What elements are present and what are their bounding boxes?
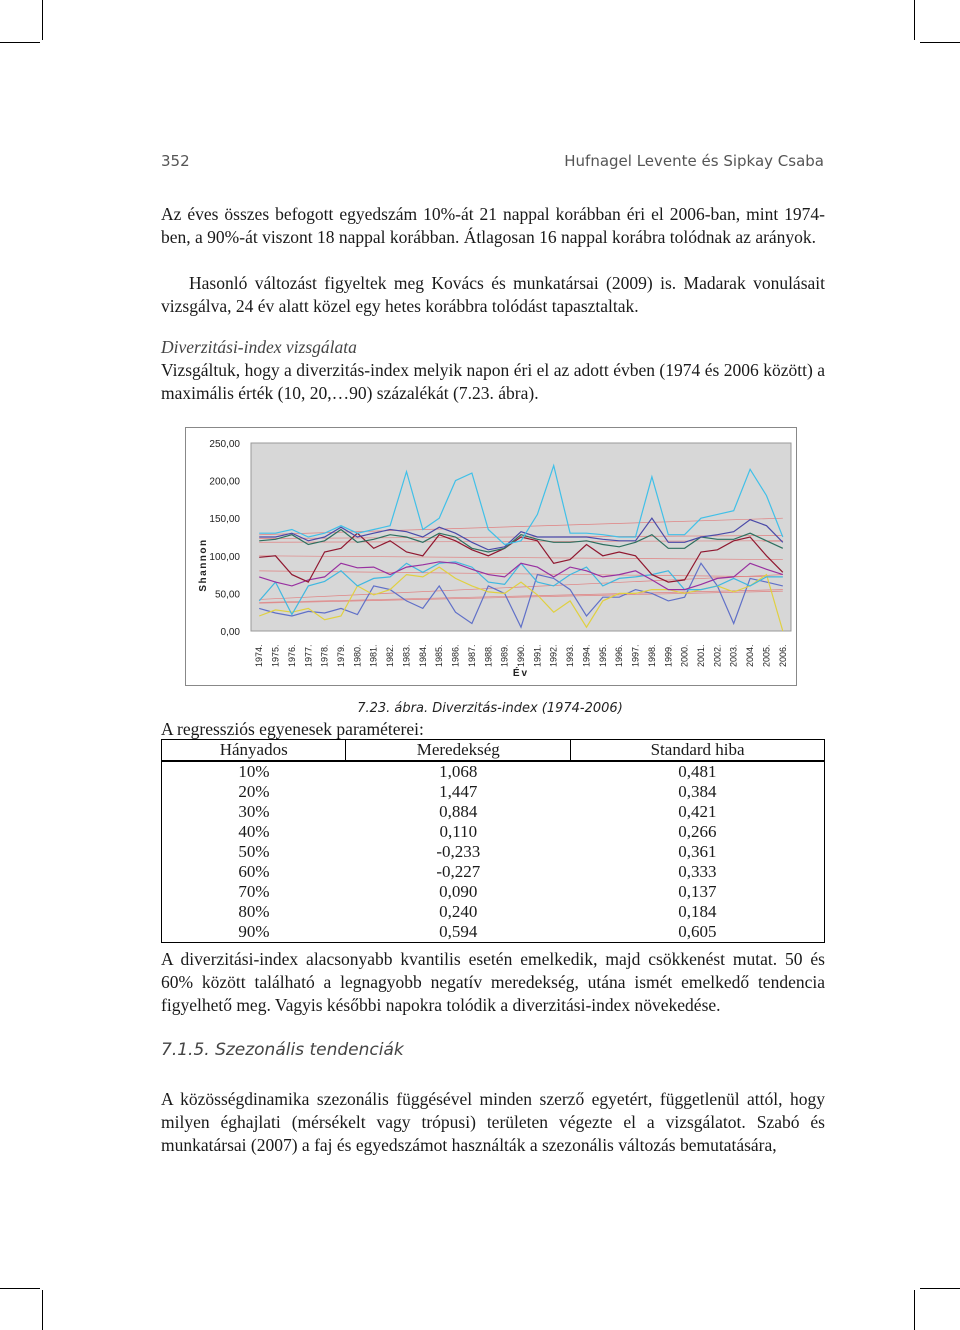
crop-mark <box>920 1288 960 1289</box>
x-tick-label: 1991. <box>532 644 543 667</box>
x-tick-label: 1998. <box>646 644 657 667</box>
paragraph-4: A diverzitási-index alacsonyabb kvantilis esetén emelkedik, majd csökkenést mutat. 50 és 60% között található a legnagyobb negatív meredekség, utána ismét emelkedő tendencia figyelhető meg. Vagyis későbbi napokra tolódik a diverzitási-index növekedése. <box>161 949 825 1015</box>
y-tick-label: 200,00 <box>209 476 240 488</box>
table-cell: 1,068 <box>439 762 478 781</box>
x-tick-label: 1993. <box>565 644 576 667</box>
y-tick-label: 250,00 <box>209 439 240 450</box>
x-tick-label: 2004. <box>745 644 756 667</box>
table-cell: 0,333 <box>571 862 825 882</box>
figure-caption: 7.23. ábra. Diverzitás-index (1974-2006) <box>357 701 623 716</box>
y-axis-label: Shannon <box>198 538 209 592</box>
table-cell: 60% <box>162 862 346 882</box>
table-row <box>162 922 825 943</box>
table-cell: 0,481 <box>571 761 825 782</box>
x-tick-label: 1976. <box>286 644 297 667</box>
x-tick-label: 1980. <box>352 644 363 667</box>
paragraph-2: Hasonló változást figyeltek meg Kovács és munkatársai (2009) is. Madarak vonulásait vizsgálva, 24 év alatt közel egy hetes korábbra tolódást tapasztaltak. <box>161 273 825 316</box>
table-cell: 0,266 <box>571 822 825 842</box>
x-tick-label: 1995. <box>597 644 608 667</box>
x-tick-label: 2003. <box>728 644 739 667</box>
x-tick-label: 1992. <box>548 644 559 667</box>
crop-mark <box>914 0 915 40</box>
running-header: Hufnagel Levente és Sipkay Csaba <box>564 152 824 170</box>
table-cell: 0,884 <box>439 802 478 821</box>
table-cell: 0,090 <box>439 882 478 901</box>
table-cell: 30% <box>162 802 346 822</box>
table-cell: 80% <box>162 902 346 922</box>
table-header-cell: Standard hiba <box>571 740 825 762</box>
page-number: 352 <box>161 152 190 170</box>
table-row <box>162 782 825 802</box>
table-cell: 0,137 <box>571 882 825 902</box>
x-tick-label: 1986. <box>450 644 461 667</box>
crop-mark <box>920 42 960 43</box>
table-cell: 20% <box>162 782 346 802</box>
x-tick-label: 1978. <box>319 644 330 667</box>
paragraph-3: Vizsgáltuk, hogy a diverzitás-index melyik napon éri el az adott évben (1974 és 2006 között) a maximális érték (10, 20,…90) százalékát (7.23. ábra). <box>161 360 825 403</box>
table-cell: 40% <box>162 822 346 842</box>
x-tick-label: 2002. <box>712 644 723 667</box>
table-cell: 0,184 <box>571 902 825 922</box>
x-tick-label: 1982. <box>385 644 396 667</box>
x-tick-label: 1994. <box>581 644 592 667</box>
table-header-cell: Meredekség <box>346 740 571 762</box>
y-tick-label: 50,00 <box>214 589 240 601</box>
table-cell: 1,447 <box>439 782 478 801</box>
x-tick-label: 1996. <box>614 644 625 667</box>
x-tick-label: 1983. <box>401 644 412 667</box>
y-tick-label: 100,00 <box>209 551 240 563</box>
crop-mark <box>0 42 40 43</box>
table-row <box>162 802 825 822</box>
crop-mark <box>42 0 43 40</box>
table-cell: 0,110 <box>439 822 478 841</box>
subsection-heading: Diverzitási-index vizsgálata <box>161 337 357 357</box>
diversity-index-chart <box>186 428 796 685</box>
table-cell: 0,361 <box>571 842 825 862</box>
table-row <box>162 842 825 862</box>
table-cell: 0,240 <box>439 902 478 921</box>
chart-frame <box>185 427 797 686</box>
x-axis-label: Év <box>512 668 530 679</box>
paragraph-5: A közösségdinamika szezonális függésével minden szerző egyetért, függetlenül attól, hogy milyen éghajlati (mérsékelt vagy trópusi) területen végezte el a vizsgálatot. Szabó és munkatársai (2007) a faj és egyedszámot használták a szezonális változás bemutatására, <box>161 1089 825 1155</box>
table-cell: 70% <box>162 882 346 902</box>
table-cell: 10% <box>162 761 346 782</box>
x-tick-label: 1999. <box>663 644 674 667</box>
paragraph-1: Az éves összes befogott egyedszám 10%-át 21 nappal korábban éri el 2006-ban, mint 1974-ben, a 90%-át viszont 18 nappal korábban. Átlagosan 16 nappal korábra tolódnak az arányok. <box>161 204 825 247</box>
table-row <box>162 761 825 782</box>
x-tick-label: 1981. <box>368 644 379 667</box>
y-tick-label: 0,00 <box>220 627 240 638</box>
table-cell: 0,594 <box>346 922 571 943</box>
x-tick-label: 1984. <box>417 644 428 667</box>
crop-mark <box>42 1290 43 1330</box>
x-tick-label: 1979. <box>336 644 346 667</box>
table-cell: 90% <box>162 922 346 943</box>
table-title: A regressziós egyenesek paraméterei: <box>161 719 424 739</box>
x-tick-label: 2001. <box>696 644 706 667</box>
x-tick-label: 2000. <box>679 644 690 667</box>
table-row <box>162 862 825 882</box>
crop-mark <box>914 1290 915 1330</box>
x-tick-label: 1989. <box>499 644 510 667</box>
table-cell: -0,227 <box>436 862 481 881</box>
x-tick-label: 1990. <box>516 644 526 667</box>
x-tick-label: 1975. <box>270 644 281 667</box>
table-cell: 50% <box>162 842 346 862</box>
table-header-cell: Hányados <box>162 740 346 762</box>
x-tick-label: 1977. <box>303 644 314 667</box>
table-cell: 0,605 <box>571 922 825 943</box>
table-row <box>162 882 825 902</box>
regression-table <box>161 739 825 943</box>
table-cell: -0,233 <box>436 842 481 861</box>
x-tick-label: 1974. <box>254 644 265 667</box>
x-tick-label: 1985. <box>434 644 445 667</box>
table-row <box>162 822 825 842</box>
table-cell: 0,384 <box>571 782 825 802</box>
x-tick-label: 2005. <box>761 644 772 667</box>
table-cell: 0,421 <box>571 802 825 822</box>
x-tick-label: 2006. <box>777 644 788 667</box>
x-tick-label: 1988. <box>483 644 494 667</box>
section-heading: 7.1.5. Szezonális tendenciák <box>161 1040 404 1060</box>
crop-mark <box>0 1288 40 1289</box>
x-tick-label: 1987. <box>466 644 477 667</box>
table-row <box>162 902 825 922</box>
x-tick-label: 1997. <box>630 644 641 667</box>
y-tick-label: 150,00 <box>209 514 240 526</box>
